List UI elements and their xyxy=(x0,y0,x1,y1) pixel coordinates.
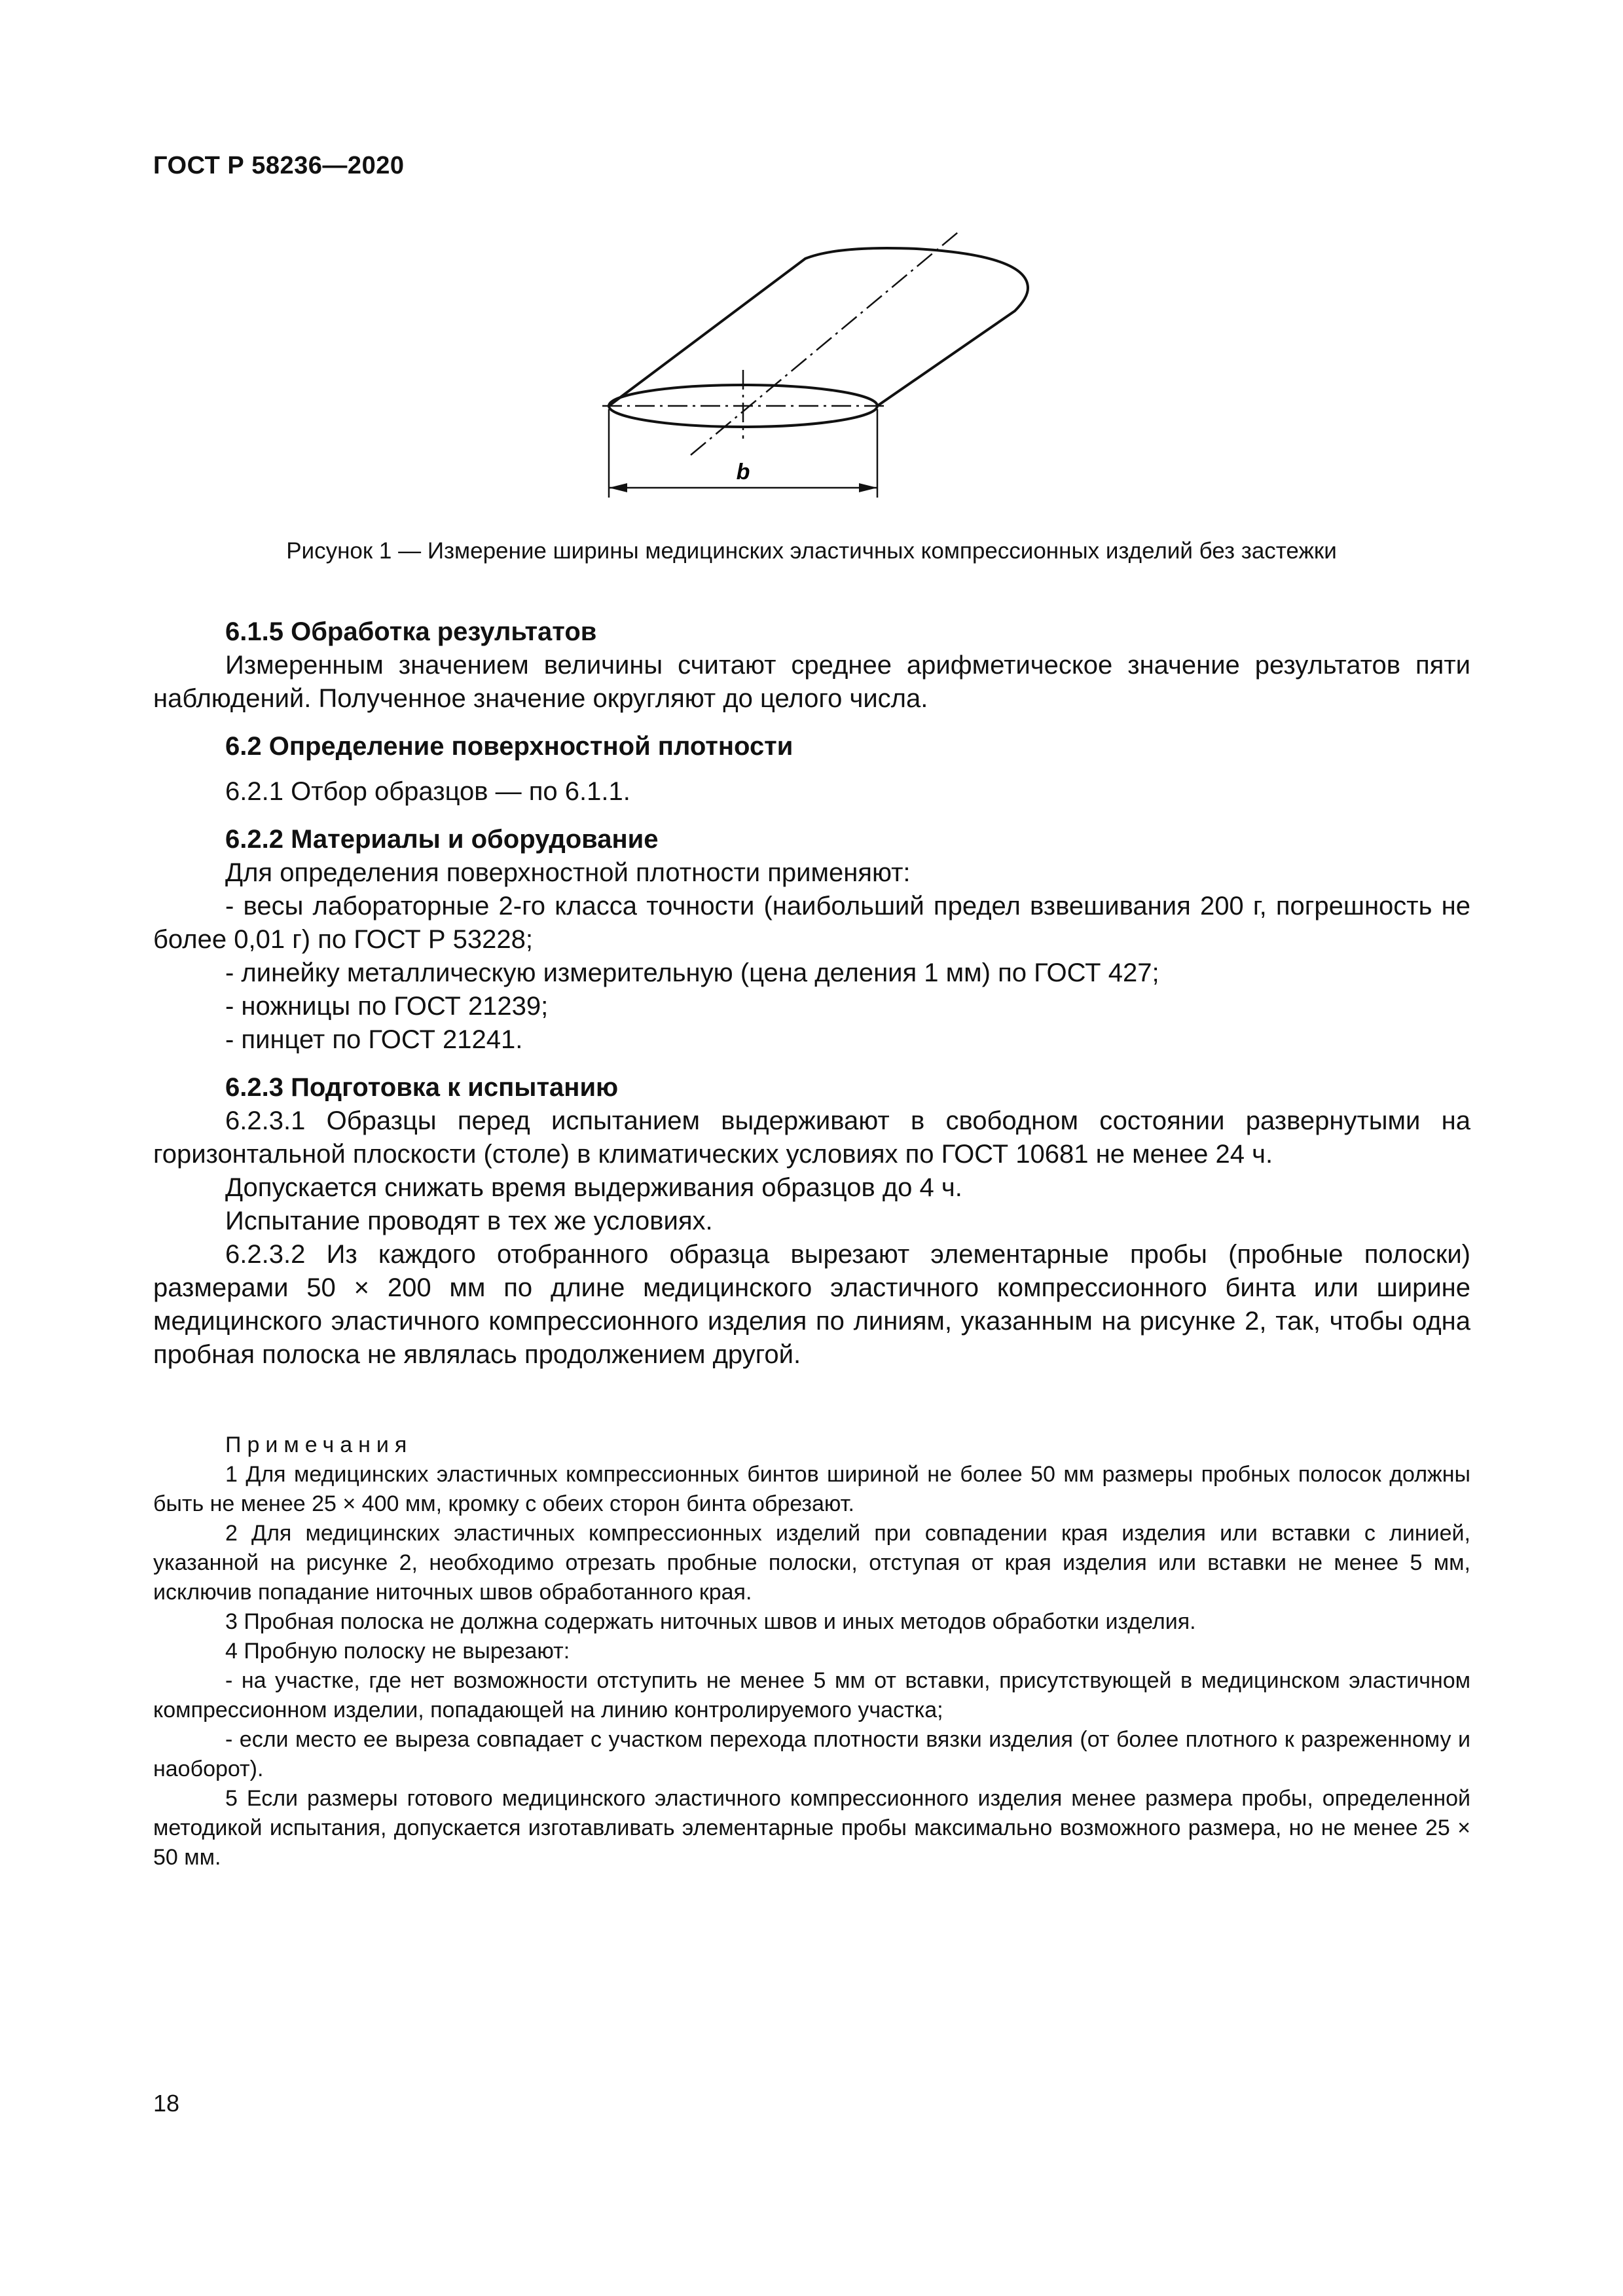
section-heading-6-2: 6.2 Определение поверхностной плотности xyxy=(225,732,793,761)
section-heading-6-1-5: 6.1.5 Обработка результатов xyxy=(225,617,597,646)
list-item: - весы лабораторные 2-го класса точности (наибольший предел взвешивания 200 г, погрешность не более 0,01 г) по ГОСТ Р 53228; xyxy=(153,892,1470,954)
note-item: 4 Пробную полоску не вырезают: xyxy=(225,1639,570,1664)
dimension-label: b xyxy=(736,460,750,484)
figure-caption: Рисунок 1 — Измерение ширины медицинских эластичных компрессионных изделий без застежки xyxy=(286,538,1337,564)
note-item: - на участке, где нет возможности отступить не менее 5 мм от вставки, присутствующей в медицинском эластичном компрессионном изделии, попадающей на линию контролируемого участка; xyxy=(153,1668,1470,1722)
page-number: 18 xyxy=(153,2090,180,2117)
note-item: 2 Для медицинских эластичных компрессионных изделий при совпадении края изделия или вставки с линией, указанной на рисунке 2, необходимо отрезать пробные полоски, отступая от края изделия или вставки не менее 5 мм, исключив попадание ниточных швов обработанного края. xyxy=(153,1521,1470,1605)
note-item: 1 Для медицинских эластичных компрессионных бинтов шириной не более 50 мм размеры пробных полосок должны быть не менее 25 × 400 мм, кромку с обеих сторон бинта обрезают. xyxy=(153,1462,1470,1516)
sleeve-outline xyxy=(609,248,1028,406)
note-item: 5 Если размеры готового медицинского эластичного компрессионного изделия менее размера пробы, определенной методикой испытания, допускается изготавливать элементарные пробы максимально возможного размера, но не менее 25 × 50 мм. xyxy=(153,1786,1470,1870)
sleeve-width-diagram xyxy=(576,223,1048,511)
paragraph: 6.2.3.2 Из каждого отобранного образца вырезают элементарные пробы (пробные полоски) размерами 50 × 200 мм по длине медицинского эластичного компрессионного бинта или ширине медицинского эластичного компрессионного изделия по линиям, указанным на рисунке 2, так, чтобы одна пробная полоска не являлась продолжением другой. xyxy=(153,1240,1470,1369)
document-header: ГОСТ Р 58236—2020 xyxy=(153,152,405,179)
paragraph: Допускается снижать время выдерживания образцов до 4 ч. xyxy=(225,1173,962,1202)
paragraph: 6.2.3.1 Образцы перед испытанием выдерживают в свободном состоянии развернутыми на горизонтальной плоскости (столе) в климатических условиях по ГОСТ 10681 не менее 24 ч. xyxy=(153,1106,1470,1169)
note-item: - если место ее выреза совпадает с участком перехода плотности вязки изделия (от более плотного к разреженному и наоборот). xyxy=(153,1727,1470,1781)
document-body xyxy=(153,615,1470,1372)
dimension-arrow-left xyxy=(609,483,627,492)
paragraph: 6.2.1 Отбор образцов — по 6.1.1. xyxy=(225,777,630,806)
figure-1 xyxy=(576,223,1048,511)
list-item: - линейку металлическую измерительную (цена деления 1 мм) по ГОСТ 427; xyxy=(225,958,1159,987)
list-item: - пинцет по ГОСТ 21241. xyxy=(225,1025,523,1054)
notes-block xyxy=(153,1430,1470,1872)
list-item: - ножницы по ГОСТ 21239; xyxy=(225,992,549,1021)
note-item: 3 Пробная полоска не должна содержать ниточных швов и иных методов обработки изделия. xyxy=(225,1609,1196,1634)
paragraph: Испытание проводят в тех же условиях. xyxy=(225,1207,713,1235)
dimension-arrow-right xyxy=(859,483,877,492)
section-heading-6-2-2: 6.2.2 Материалы и оборудование xyxy=(225,825,659,854)
paragraph: Для определения поверхностной плотности применяют: xyxy=(225,858,911,887)
section-heading-6-2-3: 6.2.3 Подготовка к испытанию xyxy=(225,1073,619,1102)
paragraph: Измеренным значением величины считают среднее арифметическое значение результатов пяти наблюдений. Полученное значение округляют до целого числа. xyxy=(153,651,1470,713)
notes-title: Примечания xyxy=(225,1432,413,1457)
